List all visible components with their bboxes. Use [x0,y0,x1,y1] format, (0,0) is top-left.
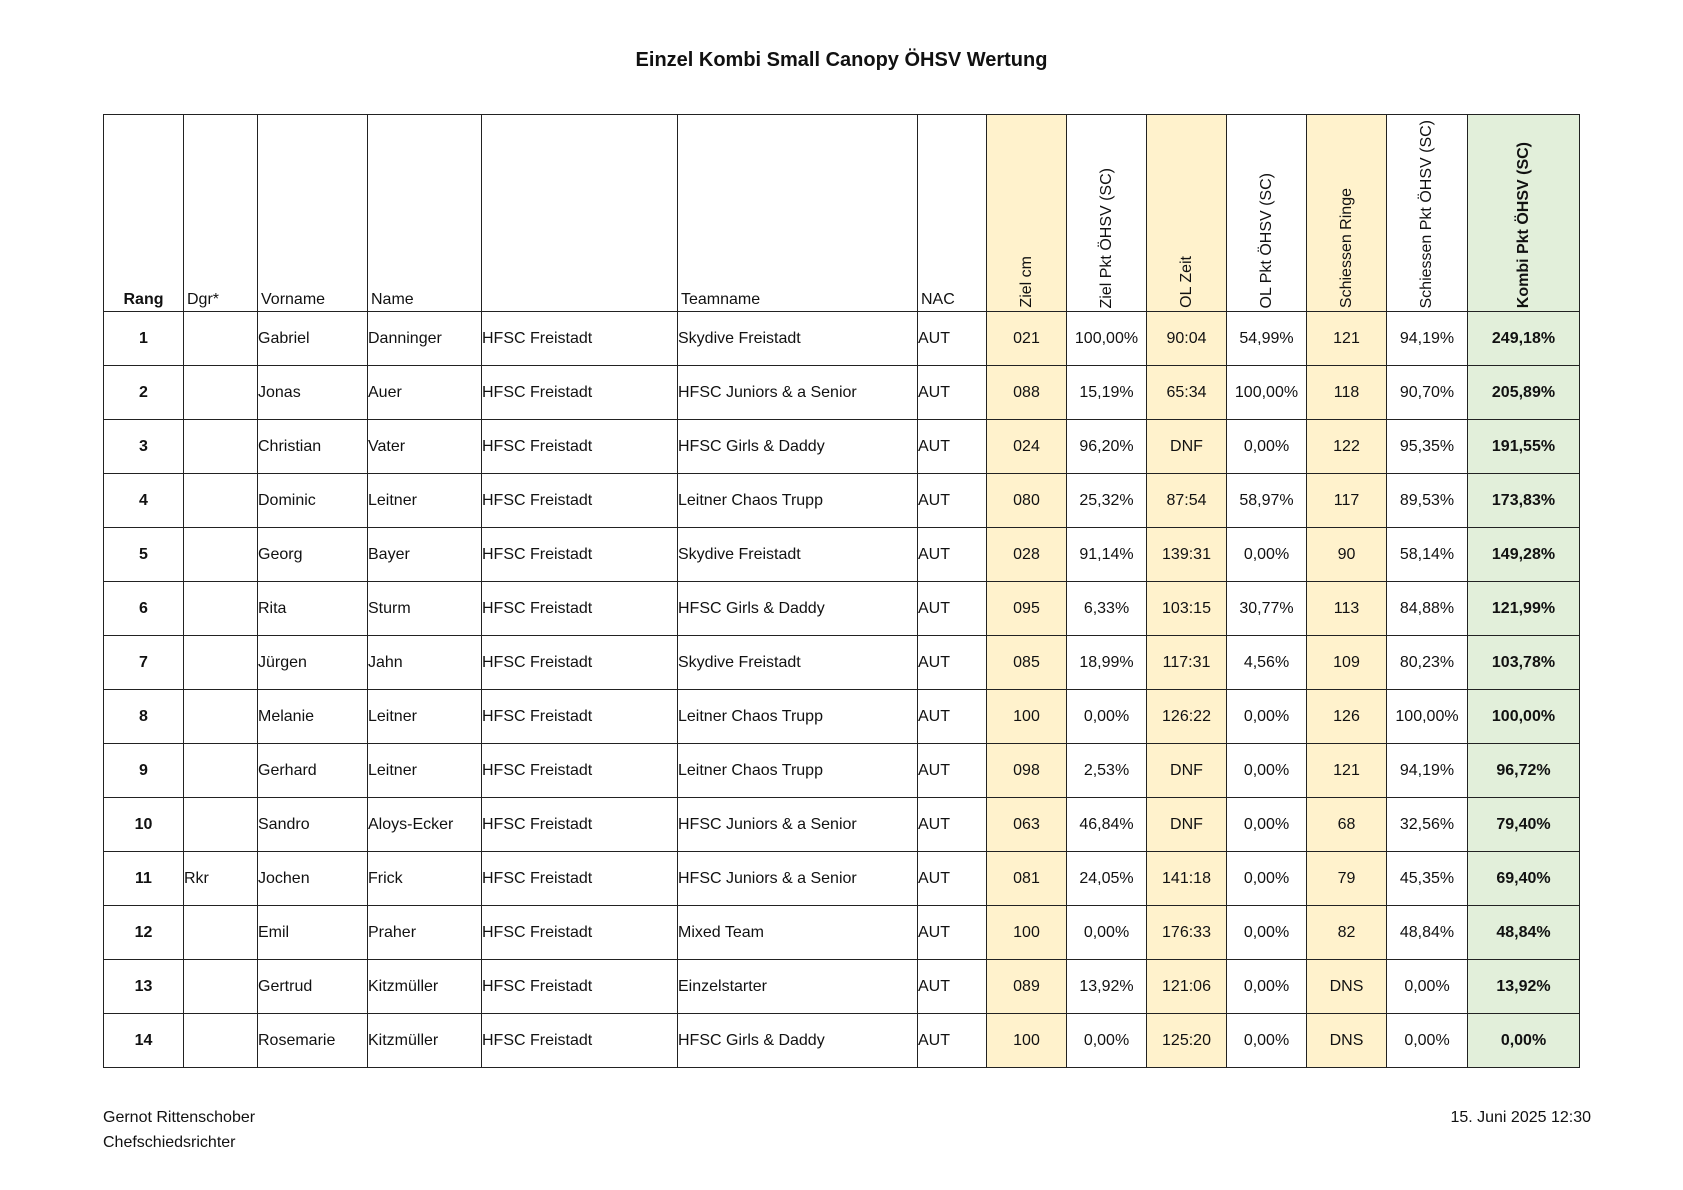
header-ziel-pkt: Ziel Pkt ÖHSV (SC) [1067,115,1147,312]
table-row [104,798,1580,852]
cell-verein: HFSC Freistadt [482,312,678,366]
header-ziel-cm: Ziel cm [987,115,1067,312]
header-ol-pkt: OL Pkt ÖHSV (SC) [1227,115,1307,312]
cell-ziel-cm: 021 [987,312,1067,366]
cell-ol-zeit: 125:20 [1147,1014,1227,1068]
cell-ol-zeit: 139:31 [1147,528,1227,582]
cell-verein: HFSC Freistadt [482,852,678,906]
cell-schiessen-pkt: 95,35% [1387,420,1468,474]
cell-name: Kitzmüller [368,960,482,1014]
table-row [104,906,1580,960]
cell-dgr [184,690,258,744]
table-row [104,420,1580,474]
cell-nac: AUT [918,366,987,420]
cell-dgr [184,960,258,1014]
header-rang: Rang [104,115,184,312]
cell-dgr [184,366,258,420]
judge-role: Chefschiedsrichter [103,1134,236,1151]
cell-kombi-pkt: 191,55% [1468,420,1580,474]
cell-vorname: Emil [258,906,368,960]
cell-dgr [184,474,258,528]
cell-schiessen-ringe: 121 [1307,744,1387,798]
header-schiessen-pkt: Schiessen Pkt ÖHSV (SC) [1387,115,1468,312]
cell-dgr [184,636,258,690]
cell-verein: HFSC Freistadt [482,690,678,744]
cell-dgr [184,1014,258,1068]
cell-verein: HFSC Freistadt [482,420,678,474]
header-verein [482,115,678,312]
signature-block [103,1105,255,1155]
cell-ziel-pkt: 0,00% [1067,690,1147,744]
table-row [104,852,1580,906]
cell-name: Jahn [368,636,482,690]
cell-name: Sturm [368,582,482,636]
table-row [104,528,1580,582]
cell-teamname: HFSC Girls & Daddy [678,582,918,636]
cell-verein: HFSC Freistadt [482,960,678,1014]
cell-nac: AUT [918,852,987,906]
cell-nac: AUT [918,744,987,798]
cell-verein: HFSC Freistadt [482,798,678,852]
cell-kombi-pkt: 249,18% [1468,312,1580,366]
cell-teamname: Skydive Freistadt [678,636,918,690]
cell-kombi-pkt: 100,00% [1468,690,1580,744]
cell-ol-pkt: 0,00% [1227,420,1307,474]
cell-schiessen-pkt: 0,00% [1387,960,1468,1014]
cell-kombi-pkt: 103,78% [1468,636,1580,690]
cell-rang: 8 [104,690,184,744]
cell-ziel-pkt: 91,14% [1067,528,1147,582]
cell-ziel-pkt: 0,00% [1067,906,1147,960]
cell-schiessen-ringe: 82 [1307,906,1387,960]
cell-verein: HFSC Freistadt [482,582,678,636]
cell-ziel-pkt: 18,99% [1067,636,1147,690]
cell-ziel-cm: 100 [987,906,1067,960]
cell-ol-zeit: 117:31 [1147,636,1227,690]
cell-ol-zeit: DNF [1147,420,1227,474]
cell-ol-zeit: 65:34 [1147,366,1227,420]
cell-nac: AUT [918,582,987,636]
cell-rang: 10 [104,798,184,852]
cell-vorname: Gertrud [258,960,368,1014]
cell-vorname: Jürgen [258,636,368,690]
cell-nac: AUT [918,906,987,960]
cell-schiessen-pkt: 94,19% [1387,312,1468,366]
cell-ziel-pkt: 25,32% [1067,474,1147,528]
cell-ziel-pkt: 100,00% [1067,312,1147,366]
cell-vorname: Christian [258,420,368,474]
cell-schiessen-ringe: 117 [1307,474,1387,528]
cell-ziel-pkt: 13,92% [1067,960,1147,1014]
cell-vorname: Gerhard [258,744,368,798]
cell-ol-pkt: 0,00% [1227,960,1307,1014]
cell-verein: HFSC Freistadt [482,636,678,690]
cell-schiessen-ringe: 126 [1307,690,1387,744]
cell-dgr: Rkr [184,852,258,906]
results-table [103,114,1580,1068]
cell-vorname: Jonas [258,366,368,420]
cell-ziel-pkt: 6,33% [1067,582,1147,636]
cell-rang: 4 [104,474,184,528]
table-row [104,474,1580,528]
cell-vorname: Jochen [258,852,368,906]
cell-ol-zeit: 176:33 [1147,906,1227,960]
cell-ol-zeit: 141:18 [1147,852,1227,906]
cell-ziel-cm: 100 [987,1014,1067,1068]
cell-kombi-pkt: 173,83% [1468,474,1580,528]
cell-ziel-pkt: 96,20% [1067,420,1147,474]
header-vorname: Vorname [258,115,368,312]
cell-ziel-cm: 095 [987,582,1067,636]
cell-name: Bayer [368,528,482,582]
cell-ol-zeit: 126:22 [1147,690,1227,744]
cell-dgr [184,420,258,474]
cell-verein: HFSC Freistadt [482,366,678,420]
cell-schiessen-pkt: 89,53% [1387,474,1468,528]
cell-verein: HFSC Freistadt [482,1014,678,1068]
cell-ol-pkt: 58,97% [1227,474,1307,528]
cell-vorname: Rita [258,582,368,636]
cell-schiessen-pkt: 0,00% [1387,1014,1468,1068]
cell-vorname: Georg [258,528,368,582]
cell-name: Danninger [368,312,482,366]
cell-rang: 2 [104,366,184,420]
cell-ziel-cm: 028 [987,528,1067,582]
header-nac: NAC [918,115,987,312]
cell-schiessen-pkt: 90,70% [1387,366,1468,420]
cell-verein: HFSC Freistadt [482,744,678,798]
cell-teamname: Einzelstarter [678,960,918,1014]
cell-ol-zeit: 121:06 [1147,960,1227,1014]
cell-ol-pkt: 0,00% [1227,690,1307,744]
cell-schiessen-pkt: 48,84% [1387,906,1468,960]
cell-schiessen-pkt: 80,23% [1387,636,1468,690]
cell-vorname: Gabriel [258,312,368,366]
table-row [104,1014,1580,1068]
cell-name: Aloys-Ecker [368,798,482,852]
cell-nac: AUT [918,474,987,528]
cell-teamname: Leitner Chaos Trupp [678,744,918,798]
cell-schiessen-ringe: 118 [1307,366,1387,420]
cell-schiessen-ringe: 122 [1307,420,1387,474]
cell-ol-zeit: DNF [1147,744,1227,798]
judge-name: Gernot Rittenschober [103,1109,256,1126]
cell-ol-zeit: DNF [1147,798,1227,852]
cell-kombi-pkt: 0,00% [1468,1014,1580,1068]
cell-ziel-cm: 100 [987,690,1067,744]
cell-rang: 9 [104,744,184,798]
header-dgr: Dgr* [184,115,258,312]
cell-rang: 13 [104,960,184,1014]
cell-vorname: Rosemarie [258,1014,368,1068]
page-title: Einzel Kombi Small Canopy ÖHSV Wertung [635,49,1048,71]
cell-dgr [184,312,258,366]
cell-dgr [184,798,258,852]
cell-teamname: HFSC Juniors & a Senior [678,852,918,906]
cell-ziel-pkt: 15,19% [1067,366,1147,420]
print-datetime: 15. Juni 2025 12:30 [1450,1109,1591,1126]
cell-schiessen-ringe: 79 [1307,852,1387,906]
cell-name: Leitner [368,690,482,744]
cell-verein: HFSC Freistadt [482,474,678,528]
cell-verein: HFSC Freistadt [482,528,678,582]
cell-nac: AUT [918,798,987,852]
cell-rang: 7 [104,636,184,690]
cell-ziel-pkt: 24,05% [1067,852,1147,906]
header-name: Name [368,115,482,312]
cell-vorname: Dominic [258,474,368,528]
cell-schiessen-ringe: 113 [1307,582,1387,636]
table-row [104,690,1580,744]
cell-rang: 3 [104,420,184,474]
cell-ol-pkt: 0,00% [1227,744,1307,798]
cell-rang: 12 [104,906,184,960]
cell-schiessen-ringe: 90 [1307,528,1387,582]
cell-ol-pkt: 54,99% [1227,312,1307,366]
cell-ol-pkt: 0,00% [1227,906,1307,960]
cell-kombi-pkt: 69,40% [1468,852,1580,906]
cell-ol-zeit: 103:15 [1147,582,1227,636]
header-ol-zeit: OL Zeit [1147,115,1227,312]
cell-schiessen-pkt: 100,00% [1387,690,1468,744]
header-schiessen-ringe: Schiessen Ringe [1307,115,1387,312]
cell-ol-pkt: 30,77% [1227,582,1307,636]
table-row [104,636,1580,690]
cell-kombi-pkt: 205,89% [1468,366,1580,420]
cell-teamname: HFSC Juniors & a Senior [678,366,918,420]
table-row [104,582,1580,636]
header-kombi-pkt: Kombi Pkt ÖHSV (SC) [1468,115,1580,312]
cell-schiessen-ringe: 109 [1307,636,1387,690]
cell-teamname: Skydive Freistadt [678,312,918,366]
cell-vorname: Sandro [258,798,368,852]
cell-teamname: HFSC Girls & Daddy [678,420,918,474]
cell-name: Auer [368,366,482,420]
cell-nac: AUT [918,636,987,690]
header-teamname: Teamname [678,115,918,312]
cell-kombi-pkt: 13,92% [1468,960,1580,1014]
cell-rang: 5 [104,528,184,582]
cell-rang: 14 [104,1014,184,1068]
cell-ol-zeit: 87:54 [1147,474,1227,528]
cell-ziel-cm: 081 [987,852,1067,906]
cell-schiessen-pkt: 58,14% [1387,528,1468,582]
cell-schiessen-ringe: 121 [1307,312,1387,366]
cell-nac: AUT [918,420,987,474]
cell-ziel-cm: 098 [987,744,1067,798]
table-row [104,960,1580,1014]
cell-ziel-cm: 063 [987,798,1067,852]
cell-name: Vater [368,420,482,474]
cell-name: Frick [368,852,482,906]
cell-ol-pkt: 0,00% [1227,1014,1307,1068]
cell-ziel-cm: 088 [987,366,1067,420]
cell-dgr [184,906,258,960]
cell-ziel-pkt: 46,84% [1067,798,1147,852]
cell-dgr [184,744,258,798]
header-row [104,115,1580,312]
cell-ziel-pkt: 2,53% [1067,744,1147,798]
cell-name: Praher [368,906,482,960]
results-body [104,312,1580,1068]
cell-dgr [184,582,258,636]
cell-rang: 6 [104,582,184,636]
cell-verein: HFSC Freistadt [482,906,678,960]
cell-ol-pkt: 4,56% [1227,636,1307,690]
cell-ol-pkt: 0,00% [1227,852,1307,906]
cell-name: Leitner [368,474,482,528]
cell-kombi-pkt: 121,99% [1468,582,1580,636]
cell-schiessen-pkt: 84,88% [1387,582,1468,636]
cell-ol-zeit: 90:04 [1147,312,1227,366]
cell-teamname: HFSC Girls & Daddy [678,1014,918,1068]
table-row [104,744,1580,798]
cell-ziel-cm: 024 [987,420,1067,474]
cell-name: Kitzmüller [368,1014,482,1068]
cell-schiessen-pkt: 94,19% [1387,744,1468,798]
cell-nac: AUT [918,690,987,744]
cell-ol-pkt: 100,00% [1227,366,1307,420]
cell-schiessen-ringe: DNS [1307,960,1387,1014]
cell-kombi-pkt: 48,84% [1468,906,1580,960]
cell-dgr [184,528,258,582]
cell-ziel-cm: 089 [987,960,1067,1014]
cell-kombi-pkt: 96,72% [1468,744,1580,798]
cell-nac: AUT [918,1014,987,1068]
cell-teamname: HFSC Juniors & a Senior [678,798,918,852]
cell-ziel-cm: 080 [987,474,1067,528]
cell-nac: AUT [918,960,987,1014]
cell-ziel-pkt: 0,00% [1067,1014,1147,1068]
cell-nac: AUT [918,528,987,582]
cell-kombi-pkt: 149,28% [1468,528,1580,582]
cell-rang: 1 [104,312,184,366]
cell-nac: AUT [918,312,987,366]
cell-teamname: Leitner Chaos Trupp [678,474,918,528]
cell-rang: 11 [104,852,184,906]
cell-ziel-cm: 085 [987,636,1067,690]
cell-kombi-pkt: 79,40% [1468,798,1580,852]
table-row [104,312,1580,366]
cell-teamname: Mixed Team [678,906,918,960]
cell-name: Leitner [368,744,482,798]
cell-teamname: Skydive Freistadt [678,528,918,582]
cell-vorname: Melanie [258,690,368,744]
cell-schiessen-ringe: DNS [1307,1014,1387,1068]
cell-ol-pkt: 0,00% [1227,798,1307,852]
cell-ol-pkt: 0,00% [1227,528,1307,582]
cell-schiessen-pkt: 45,35% [1387,852,1468,906]
table-row [104,366,1580,420]
cell-schiessen-pkt: 32,56% [1387,798,1468,852]
cell-teamname: Leitner Chaos Trupp [678,690,918,744]
cell-schiessen-ringe: 68 [1307,798,1387,852]
